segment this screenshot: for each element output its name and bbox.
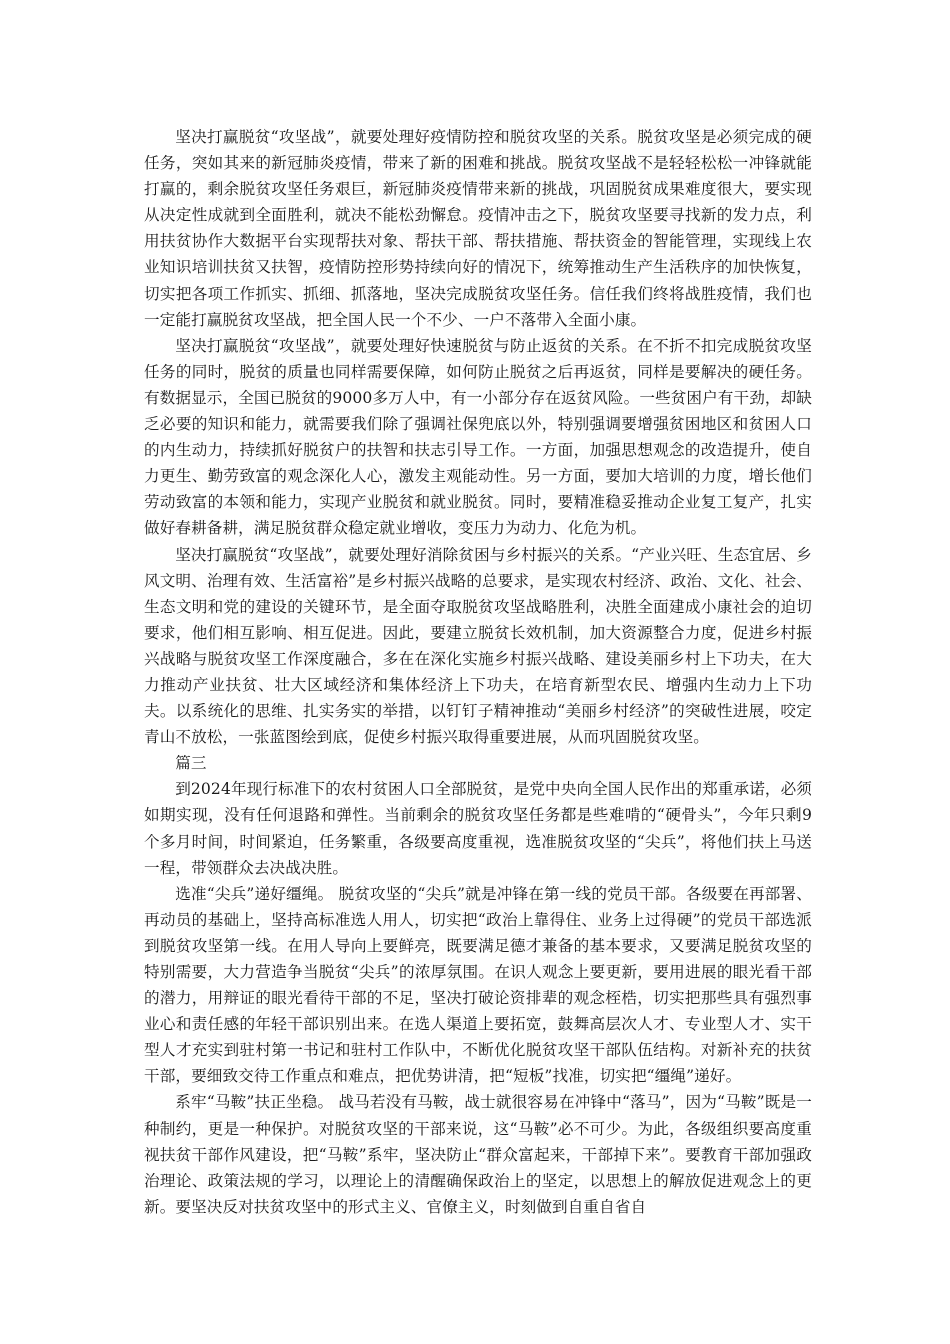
paragraph-epidemic-and-poverty: 坚决打赢脱贫“攻坚战”，就要处理好疫情防控和脱贫攻坚的关系。脱贫攻坚是必须完成的硬任务，突如其来的新冠肺炎疫情，带来了新的困难和挑战。脱贫攻坚战不是轻轻松松一冲锋就能打赢的，剩余脱贫攻坚任务艰巨，新冠肺炎疫情带来新的挑战，巩固脱贫成果难度很大，要实现从决定性成就到全面胜利，就决不能松劲懈怠。疫情冲击之下，脱贫攻坚要寻找新的发力点，利用扶贫协作大数据平台实现帮扶对象、帮扶干部、帮扶措施、帮扶资金的智能管理，实现线上农业知识培训扶贫又扶智，疫情防控形势持续向好的情况下，统筹推动生产生活秩序的加快恢复，切实把各项工作抓实、抓细、抓落地，坚决完成脱贫攻坚任务。信任我们终将战胜疫情，我们也一定能打赢脱贫攻坚战，把全国人民一个不少、一户不落带入全面小康。	[144, 128, 812, 329]
paragraph-select-vanguard: 选准“尖兵”递好缰绳。 脱贫攻坚的“尖兵”就是冲锋在第一线的党员干部。各级要在再部署、再动员的基础上，坚持高标准选人用人，切实把“政治上靠得住、业务上过得硬”的党员干部选派到脱贫攻坚第一线。在用人导向上要鲜亮，既要满足德才兼备的基本要求，又要满足脱贫攻坚的特别需要，大力营造争当脱贫“尖兵”的浓厚氛围。在识人观念上要更新，要用进展的眼光看干部的潜力，用辩证的眼光看待干部的不足，坚决打破论资排辈的观念桎梏，切实把那些具有强烈事业心和责任感的年轻干部识别出来。在选人渠道上要拓宽，鼓舞高层次人才、专业型人才、实干型人才充实到驻村第一书记和驻村工作队中，不断优化脱贫攻坚干部队伍结构。对新补充的扶贫干部，要细致交待工作重点和难点，把优势讲清，把“短板”找准，切实把“缰绳”递好。	[144, 884, 812, 1086]
paragraph-2024-goal: 到2024年现行标准下的农村贫困人口全部脱贫，是党中央向全国人民作出的郑重承诺，必须如期实现，没有任何退路和弹性。当前剩余的脱贫攻坚任务都是些难啃的“硬骨头”，今年只剩9个多月时间，时间紧迫，任务繁重，各级要高度重视，选准脱贫攻坚的“尖兵”，将他们扶上马送一程，带领群众去决战决胜。	[144, 780, 812, 877]
paragraph-rural-revitalization: 坚决打赢脱贫“攻坚战”，就要处理好消除贫困与乡村振兴的关系。“产业兴旺、生态宜居、乡风文明、治理有效、生活富裕”是乡村振兴战略的总要求，是实现农村经济、政治、文化、社会、生态文明和党的建设的关键环节，是全面夺取脱贫攻坚战略胜利，决胜全面建成小康社会的迫切要求，他们相互影响、相互促进。因此，要建立脱贫长效机制，加大资源整合力度，促进乡村振兴战略与脱贫攻坚工作深度融合，多在在深化实施乡村振兴战略、建设美丽乡村上下功夫，在大力推动产业扶贫、壮大区域经济和集体经济上下功夫，在培育新型农民、增强内生动力上下功夫。以系统化的思维、扎实务实的举措，以钉钉子精神推动“美丽乡村经济”的突破性进展，咬定青山不放松，一张蓝图绘到底，促使乡村振兴取得重要进展，从而巩固脱贫攻坚。	[144, 545, 812, 747]
section-heading: 篇三	[175, 754, 207, 773]
paragraph-prevent-return-to-poverty: 坚决打赢脱贫“攻坚战”，就要处理好快速脱贫与防止返贫的关系。在不折不扣完成脱贫攻坚任务的同时，脱贫的质量也同样需要保障，如何防止脱贫之后再返贫，同样是要解决的硬任务。有数据显示，全国已脱贫的9000多万人中，有一小部分存在返贫风险。一些贫困户有干劲，却缺乏必要的知识和能力，就需要我们除了强调社保兜底以外，特别强调要增强贫困地区和贫困人口的内生动力，持续抓好脱贫户的扶智和扶志引导工作。一方面，加强思想观念的改造提升，使自力更生、勤劳致富的观念深化人心，激发主观能动性。另一方面，要加大培训的力度，增长他们劳动致富的本领和能力，实现产业脱贫和就业脱贫。同时，要精准稳妥推动企业复工复产，扎实做好春耕备耕，满足脱贫群众稳定就业增收，变压力为动力、化危为机。	[144, 336, 812, 538]
document-page	[144, 124, 812, 1220]
paragraph-saddle: 系牢“马鞍”扶正坐稳。 战马若没有马鞍，战士就很容易在冲锋中“落马”，因为“马鞍”既是一种制约，更是一种保护。对脱贫攻坚的干部来说，这“马鞍”必不可少。为此，各级组织要高度重视扶贫干部作风建设，把“马鞍”系牢，坚决防止“群众富起来，干部掉下来”。要教育干部加强政治理论、政策法规的学习，以理论上的清醒确保政治上的坚定，以思想上的解放促进观念上的更新。要坚决反对扶贫攻坚中的形式主义、官僚主义，时刻做到自重自省自	[144, 1093, 812, 1216]
